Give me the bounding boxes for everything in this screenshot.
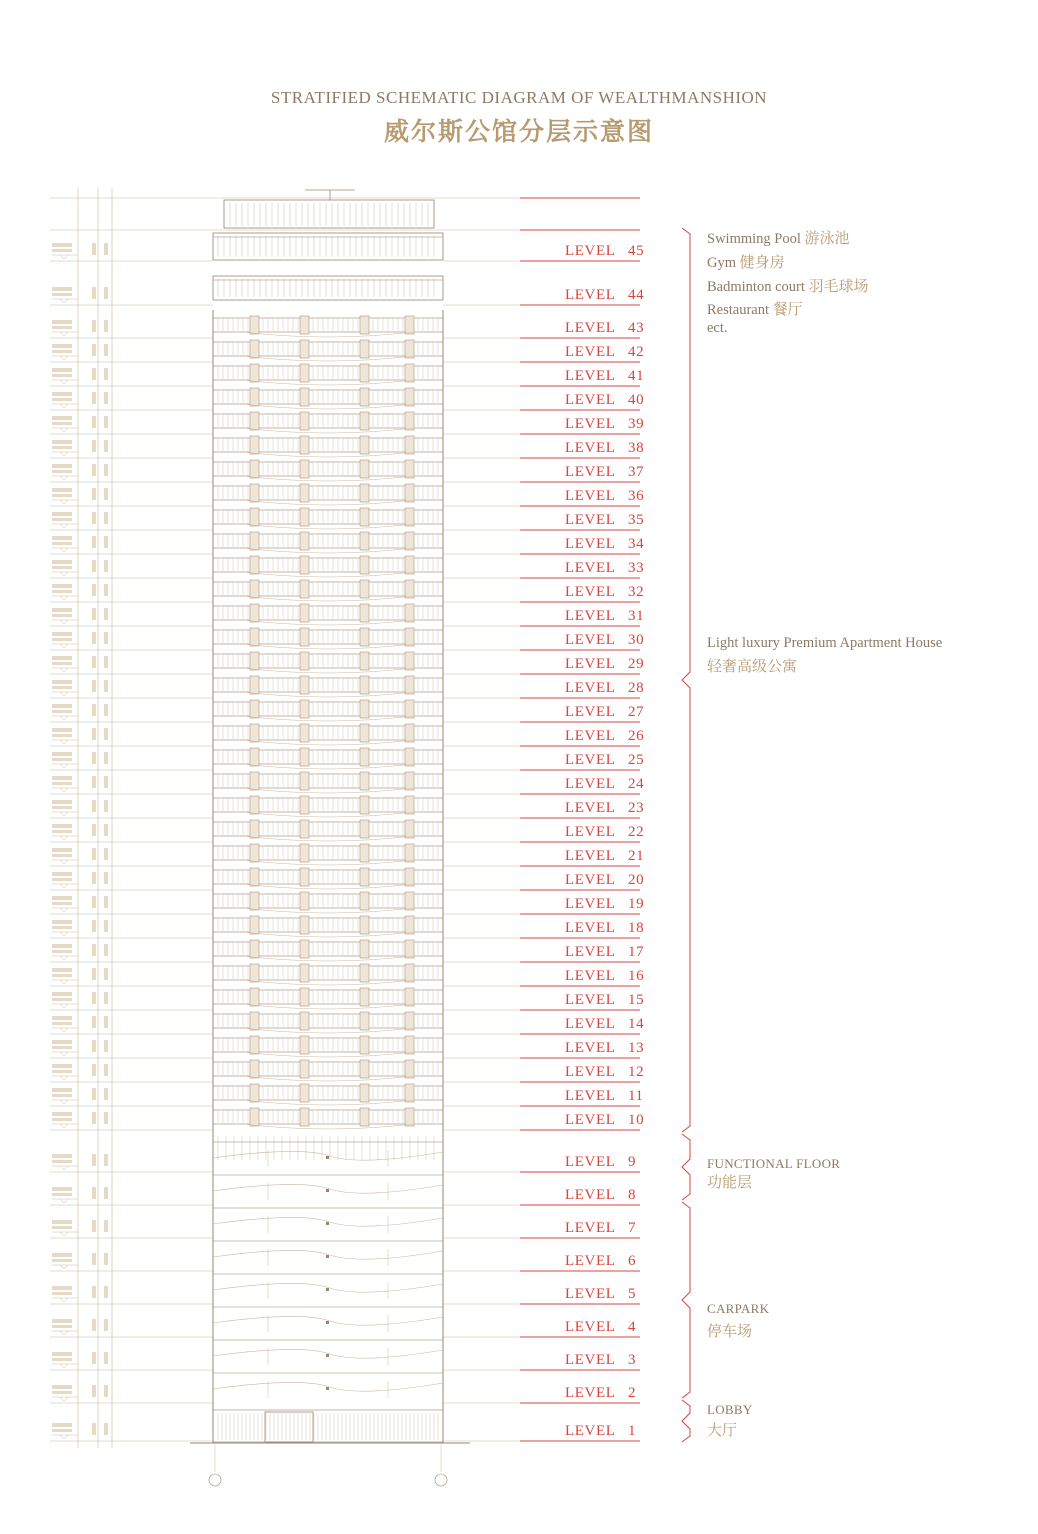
level-label: LEVEL 8	[565, 1187, 637, 1203]
badminton-label: Badminton court 羽毛球场	[707, 277, 869, 295]
level-label: LEVEL 18	[565, 920, 645, 936]
level-label: LEVEL 42	[565, 344, 645, 360]
level-label: LEVEL 10	[565, 1112, 645, 1128]
level-label: LEVEL 20	[565, 872, 645, 888]
functional-label-cn: 功能层	[707, 1173, 753, 1191]
apartment-label-cn: 轻奢高级公寓	[707, 657, 798, 675]
zone-top-amenities	[707, 227, 869, 336]
zone-carpark	[707, 1297, 769, 1343]
gym-label: Gym 健身房	[707, 253, 785, 271]
level-label: LEVEL 2	[565, 1385, 637, 1401]
level-label: LEVEL 13	[565, 1040, 645, 1056]
level-label: LEVEL 22	[565, 824, 645, 840]
level-label: LEVEL 3	[565, 1352, 637, 1368]
level-label: LEVEL 17	[565, 944, 645, 960]
level-label: LEVEL 1	[565, 1423, 637, 1439]
level-label: LEVEL 39	[565, 416, 645, 432]
zone-lobby	[707, 1400, 753, 1440]
zone-apartment	[707, 632, 942, 678]
level-label: LEVEL 23	[565, 800, 645, 816]
zone-brackets	[682, 228, 690, 1442]
swimming-pool-label: Swimming Pool 游泳池	[707, 229, 850, 247]
level-label: LEVEL 4	[565, 1319, 637, 1335]
zone-functional	[707, 1155, 840, 1191]
restaurant-label: Restaurant 餐厅	[707, 300, 803, 318]
level-label: LEVEL 28	[565, 680, 645, 696]
level-label: LEVEL 5	[565, 1286, 637, 1302]
level-label: LEVEL 9	[565, 1154, 637, 1170]
level-label: LEVEL 35	[565, 512, 645, 528]
level-label: LEVEL 31	[565, 608, 645, 624]
level-label: LEVEL 30	[565, 632, 645, 648]
level-label: LEVEL 19	[565, 896, 645, 912]
floor-guide-lines	[50, 198, 640, 1441]
carpark-label-cn: 停车场	[707, 1322, 753, 1340]
level-label: LEVEL 21	[565, 848, 645, 864]
level-label: LEVEL 7	[565, 1220, 637, 1236]
level-label: LEVEL 37	[565, 464, 645, 480]
title-chinese: 威尔斯公馆分层示意图	[383, 117, 654, 146]
level-label: LEVEL 38	[565, 440, 645, 456]
etc-label: ect.	[707, 320, 728, 336]
level-label: LEVEL 40	[565, 392, 645, 408]
level-label: LEVEL 14	[565, 1016, 645, 1032]
carpark-label-en: CARPARK	[707, 1301, 770, 1316]
level-label: LEVEL 26	[565, 728, 645, 744]
level-label: LEVEL 16	[565, 968, 645, 984]
level-label: LEVEL 44	[565, 287, 645, 303]
level-label: LEVEL 41	[565, 368, 645, 384]
level-label: LEVEL 34	[565, 536, 645, 552]
functional-label-en: FUNCTIONAL FLOOR	[707, 1156, 841, 1171]
level-label: LEVEL 6	[565, 1253, 637, 1269]
level-label: LEVEL 11	[565, 1088, 644, 1104]
level-label: LEVEL 33	[565, 560, 645, 576]
level-label: LEVEL 29	[565, 656, 645, 672]
level-label: LEVEL 32	[565, 584, 645, 600]
lobby-label-en: LOBBY	[707, 1402, 753, 1417]
level-label: LEVEL 36	[565, 488, 645, 504]
building-facade	[190, 190, 470, 1486]
level-label: LEVEL 27	[565, 704, 645, 720]
level-label: LEVEL 24	[565, 776, 645, 792]
level-label: LEVEL 43	[565, 320, 645, 336]
level-label: LEVEL 12	[565, 1064, 645, 1080]
level-label: LEVEL 15	[565, 992, 645, 1008]
level-label: LEVEL 45	[565, 243, 645, 259]
apartment-label-en: Light luxury Premium Apartment House	[707, 635, 943, 651]
title-english: STRATIFIED SCHEMATIC DIAGRAM OF WEALTHMANSHION	[270, 88, 768, 107]
lobby-label-cn: 大厅	[707, 1421, 738, 1439]
level-label: LEVEL 25	[565, 752, 645, 768]
